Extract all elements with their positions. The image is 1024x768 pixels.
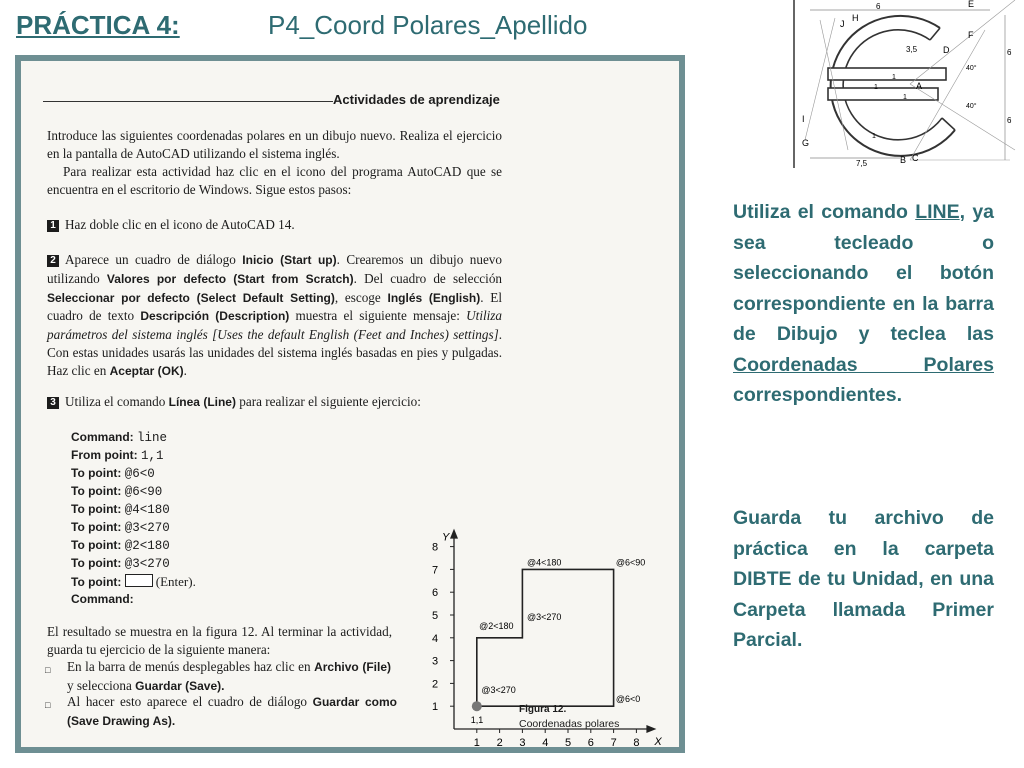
angle-label: 40°: [966, 103, 977, 110]
point-label-b: B: [900, 155, 907, 165]
side-instruction-1: [733, 197, 994, 411]
step-2-text: .: [183, 362, 187, 378]
command-line: [71, 429, 167, 448]
euro-bottom-cap: [942, 118, 955, 130]
segment-annotation: @6<90: [615, 557, 646, 568]
step-3-number: 3: [47, 397, 59, 409]
command-line: [71, 447, 164, 466]
command-value: @2<180: [124, 539, 170, 553]
bullet-1-bold: Archivo (File): [314, 660, 391, 674]
step-2-text: . Del cuadro de selección: [353, 270, 503, 286]
command-value: @3<270: [124, 557, 170, 571]
segment-annotation: @6<0: [615, 694, 641, 705]
step-1-number: 1: [47, 220, 59, 232]
bullet-1-bold: Guardar (Save).: [135, 678, 225, 693]
step-3-text: Utiliza el comando: [65, 394, 166, 409]
x-tick-label: 2: [496, 737, 503, 749]
book-page-frame: [15, 55, 685, 753]
command-final: Command:: [71, 592, 134, 606]
y-axis-label: Y: [442, 531, 450, 544]
command-line: [71, 537, 170, 556]
euro-outer-arc: [831, 16, 955, 156]
euro-symbol-diagram: [790, 0, 1020, 170]
y-tick-label: 3: [432, 655, 439, 668]
y-tick-label: 2: [432, 678, 439, 691]
bullet-icon: □: [45, 665, 51, 675]
side-text: correspondientes.: [733, 384, 903, 406]
side-underlined: Coordenadas Polares: [733, 353, 994, 376]
step-2-bold: Aceptar (OK): [109, 363, 184, 378]
bullet-1-text: En la barra de menús desplegables haz clic en: [67, 659, 311, 674]
point-label-i: I: [802, 114, 805, 124]
step-3-bold: Línea (Line): [168, 395, 236, 409]
command-line-enter: [71, 573, 196, 592]
x-axis-arrow-icon: [646, 725, 656, 733]
step-2: [47, 251, 502, 381]
start-point-marker: [472, 701, 482, 711]
command-label: From point:: [71, 448, 138, 462]
side-text: , ya sea tecleado o seleccionando el botón correspondiente en la barra de Dibujo y teclea las: [733, 201, 995, 345]
bullet-2-bold: Guardar como (Save Drawing As).: [67, 695, 397, 728]
step-2-text: muestra el siguiente mensaje:: [295, 308, 460, 324]
command-label: Command:: [71, 430, 134, 444]
bullet-2: [67, 693, 397, 731]
angle-label: 40°: [966, 65, 977, 72]
command-line: [71, 501, 170, 520]
dim-label: 6: [876, 2, 881, 11]
command-label: To point:: [71, 466, 122, 480]
euro-inner-arc: [843, 30, 942, 140]
x-tick-label: 3: [519, 737, 526, 749]
command-label: To point:: [71, 538, 122, 552]
point-label-h: H: [852, 13, 859, 23]
euro-top-bar: [828, 68, 946, 80]
x-tick-label: 6: [587, 737, 594, 749]
command-value: line: [137, 431, 168, 445]
bullet-icon: □: [45, 700, 51, 710]
point-label-j: J: [840, 19, 845, 29]
step-2-bold: Valores por defecto (Start from Scratch): [106, 271, 354, 286]
figure-number: Figura 12.: [519, 704, 567, 715]
command-label: To point:: [71, 556, 122, 570]
command-value: @6<90: [124, 485, 163, 499]
step-2-bold: Descripción (Description): [140, 309, 290, 324]
x-tick-label: 4: [542, 737, 549, 749]
side-underlined: LINE: [915, 201, 960, 223]
section-heading: Actividades de aprendizaje: [333, 92, 500, 107]
step-2-text: , escoge: [334, 289, 381, 305]
construction-line: [910, 0, 1015, 84]
step-3-text: para realizar el siguiente ejercicio:: [239, 394, 421, 409]
intro-paragraph: Introduce las siguientes coordenadas polares en un dibujo nuevo. Realiza el ejercicio en la pantalla de AutoCAD utilizando el sistema inglés.: [47, 128, 502, 161]
step-2-text: . Crearemos un dibujo nuevo utilizando: [47, 252, 502, 286]
point-label-f: F: [968, 30, 974, 40]
command-line: [71, 519, 170, 538]
command-label: To point:: [71, 575, 122, 589]
practice-title: P4_Coord Polares_Apellido: [268, 10, 588, 40]
command-line: [71, 483, 162, 502]
x-axis-label: X: [654, 736, 662, 748]
dim-label: 1: [872, 133, 876, 140]
start-point-label: 1,1: [470, 715, 484, 726]
segment-annotation: @4<180: [526, 557, 562, 568]
step-2-bold: Inglés (English): [387, 290, 481, 305]
step-3: [47, 393, 502, 412]
point-label-g: G: [802, 138, 810, 148]
point-label-e: E: [968, 0, 975, 9]
dim-label: 1: [892, 74, 896, 81]
side-instruction-2: Guarda tu archivo de práctica en la carpeta DIBTE de tu Unidad, en una Carpeta llamada Primer Parcial.: [733, 507, 994, 651]
command-value: @4<180: [124, 503, 170, 517]
y-tick-label: 6: [432, 587, 439, 600]
step-2-text: . Con estas unidades usarás las unidades del sistema inglés basadas en pies y pulgadas. Haz clic en: [47, 327, 502, 378]
dim-label: 7,5: [856, 159, 868, 168]
dim-label: 3,5: [906, 45, 918, 54]
point-label-c: C: [912, 153, 919, 163]
command-line: [71, 465, 155, 484]
y-tick-label: 1: [432, 701, 439, 714]
practice-label: PRÁCTICA 4:: [16, 10, 180, 40]
euro-top-cap: [930, 28, 940, 40]
bullet-2-text: Al hacer esto aparece el cuadro de diálogo: [67, 694, 308, 709]
dim-label: 1: [903, 94, 907, 101]
command-label: To point:: [71, 502, 122, 516]
x-tick-label: 8: [633, 737, 640, 749]
dim-label: 1: [874, 84, 878, 91]
segment-annotation: @3<270: [526, 612, 562, 623]
step-2-text: . El cuadro de texto: [47, 289, 503, 324]
result-paragraph: El resultado se muestra en la figura 12. Al terminar la actividad, guarda tu ejercicio de la siguiente manera:: [47, 624, 392, 657]
dim-label: 6: [1007, 116, 1012, 125]
enter-key-icon: [125, 574, 153, 587]
y-tick-label: 4: [432, 632, 439, 645]
bullet-1-text: y selecciona: [67, 677, 132, 693]
figure-caption: Coordenadas polares: [519, 718, 620, 730]
x-tick-label: 1: [473, 737, 480, 749]
command-value: 1,1: [141, 449, 164, 463]
step-2-italic: Utiliza parámetros del sistema inglés [Uses the default English (Feet and Inches) settings]: [47, 308, 503, 343]
bullet-1: [67, 658, 391, 696]
construction-line: [910, 84, 1015, 150]
x-tick-label: 5: [565, 737, 572, 749]
y-tick-label: 5: [432, 610, 439, 622]
y-tick-label: 7: [432, 564, 439, 577]
segment-annotation: @3<270: [481, 685, 516, 696]
step-2-text: Aparece un cuadro de diálogo: [65, 252, 236, 267]
step-2-bold: Inicio (Start up): [242, 253, 337, 267]
section-rule: [43, 101, 333, 102]
side-text: Utiliza el comando: [733, 201, 908, 223]
y-tick-label: 8: [432, 541, 439, 554]
point-label-d: D: [943, 45, 950, 55]
step-2-bold: Seleccionar por defecto (Select Default Setting): [47, 290, 335, 305]
command-value: @6<0: [124, 467, 155, 481]
enter-text: (Enter).: [155, 574, 196, 589]
dim-label: 6: [1007, 48, 1012, 57]
step-1: [47, 216, 502, 234]
step-2-number: 2: [47, 255, 59, 267]
command-line: [71, 555, 170, 574]
y-axis-arrow-icon: [450, 529, 458, 539]
intro-paragraph-2: Para realizar esta actividad haz clic en el icono del programa AutoCAD que se encuentra en el escritorio de Windows. Sigue estos pasos:: [47, 164, 502, 197]
command-label: To point:: [71, 484, 122, 498]
x-tick-label: 7: [610, 737, 617, 749]
command-label: To point:: [71, 520, 122, 534]
point-label-a: A: [916, 81, 923, 91]
book-page: [21, 61, 679, 747]
segment-annotation: @2<180: [479, 621, 514, 632]
step-1-text: Haz doble clic en el icono de AutoCAD 14.: [65, 217, 295, 232]
command-value: @3<270: [124, 521, 170, 535]
